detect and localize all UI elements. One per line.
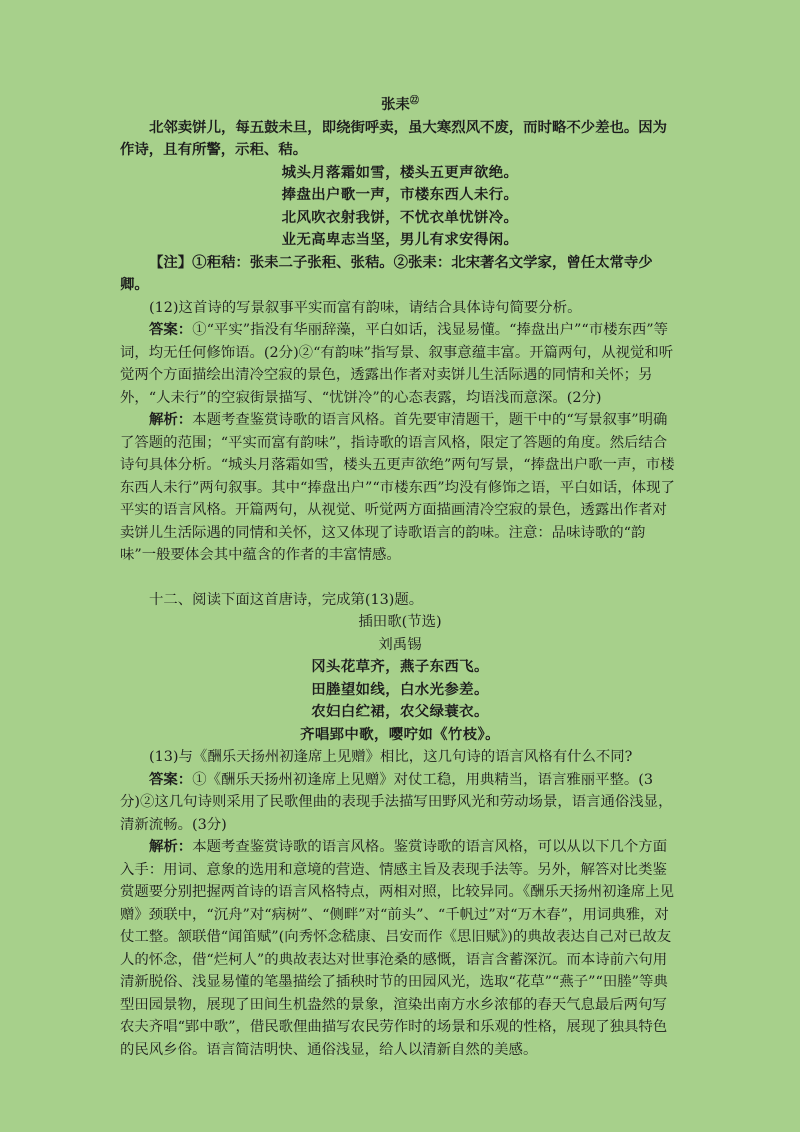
poem-line: 业无高卑志当坚，男儿有求安得闲。 bbox=[281, 231, 519, 248]
analysis-text: 本题考查鉴赏诗歌的语言风格。鉴赏诗歌的语言风格，可以从以下几个方面入手：用词、意象的选用和意境的营造、情感主旨及表现手法等。另外，解答对比类鉴赏题要分别把握两首诗的语言风格特点，两相对照，比较异同。《酬乐天扬州初逢席上见赠》颈联中，“沉舟”对“病树”、“侧畔”对“前头”、“千帆过”对“万木春”，用词典雅，对仗工整。颔联借“闻笛赋”(向秀怀念嵇康、吕安而作《思旧赋》)的典故表达自己对已故友人的怀念，借“烂柯人”的典故表达对世事沧桑的感慨，语言含蓄深沉。而本诗前六句用清新脱俗、浅显易懂的笔墨描绘了插秧时节的田园风光，选取“花草”“燕子”“田塍”等典型田园景物，展现了田间生机盎然的景象，渲染出南方水乡浓郁的春天气息最后两句写农夫齐唱“郢中歌”，借民歌俚曲描写农民劳作时的场景和乐观的性格，展现了独具特色的民风乡俗。语言简洁明快、通俗浅显，给人以清新自然的美感。 bbox=[120, 839, 675, 1058]
answer-text: ①《酬乐天扬州初逢席上见赠》对仗工稳，用典精当，语言雅丽平整。(3分)②这几句诗则采用了民歌俚曲的表现手法描写田野风光和劳动场景，语言通俗浅显，清新流畅。(3分) bbox=[120, 771, 673, 833]
answer-12 bbox=[120, 319, 680, 409]
question-12: (12)这首诗的写景叙事平实而富有韵味，请结合具体诗句简要分析。 bbox=[149, 299, 582, 316]
answer-text: ①“平实”指没有华丽辞藻，平白如话，浅显易懂。“捧盘出户”“市楼东西”等词，均无任何修饰语。(2分)②“有韵味”指写景、叙事意蕴丰富。开篇两句，从视觉和听觉两个方面描绘出清冷空寂的景色，透露出作者对卖饼儿生活际遇的同情和关怀；另外，“人未行”的空寂街景描写、“忧饼冷”的心态表露，均语浅而意深。(2分) bbox=[120, 322, 674, 406]
poem-zhang-lei bbox=[120, 162, 680, 252]
poem-author: 刘禹锡 bbox=[378, 636, 422, 653]
poem-line: 田塍望如线，白水光参差。 bbox=[311, 680, 489, 698]
poem-note: 【注】①秬秸：张耒二子张秬、张秸。②张耒：北宋著名文学家，曾任太常寺少卿。 bbox=[120, 253, 653, 293]
document-body bbox=[120, 94, 680, 1061]
poem-line: 齐唱郢中歌，嘤咛如《竹枝》。 bbox=[300, 725, 500, 743]
poem-title: 插田歌(节选) bbox=[358, 614, 442, 630]
analysis-13 bbox=[120, 836, 680, 1061]
poem-line: 城头月落霜如雪，楼头五更声欲绝。 bbox=[281, 163, 519, 181]
poem-line: 冈头花草齐，燕子东西飞。 bbox=[311, 658, 489, 675]
analysis-label: 解析： bbox=[149, 838, 193, 855]
section-gap bbox=[120, 567, 680, 589]
question-13: (13)与《酬乐天扬州初逢席上见赠》相比，这几句诗的语言风格有什么不同? bbox=[149, 749, 633, 765]
author-name: 张耒 bbox=[381, 96, 410, 113]
poem-line: 北风吹衣射我饼，不忧衣单忧饼冷。 bbox=[281, 208, 519, 226]
analysis-text: 本题考查鉴赏诗歌的语言风格。首先要审清题干，题干中的“写景叙事”明确了答题的范围；“平实而富有韵味”，指诗歌的语言风格，限定了答题的角度。然后结合诗句具体分析。“城头月落霜如雪，楼头五更声欲绝”两句写景，“捧盘出户歌一声，市楼东西人未行”两句叙事。其中“捧盘出户”“市楼东西”均没有修饰之语，平白如话，体现了平实的语言风格。开篇两句，从视觉、听觉两方面描画清冷空寂的景色，透露出作者对卖饼儿生活际遇的同情和关怀，这又体现了诗歌语言的韵味。注意：品味诗歌的“韵味”一般要体会其中蕴含的作者的丰富情感。 bbox=[120, 412, 675, 563]
poem-author bbox=[120, 94, 680, 117]
poem-liu-yuxi bbox=[120, 656, 680, 746]
answer-label: 答案： bbox=[149, 321, 193, 338]
section-heading: 十二、阅读下面这首唐诗，完成第(13)题。 bbox=[149, 591, 424, 608]
footnote-mark: ㉒ bbox=[409, 96, 419, 107]
poem-line: 捧盘出户歌一声，市楼东西人未行。 bbox=[281, 186, 519, 203]
analysis-12 bbox=[120, 409, 680, 567]
poem-line: 农妇白纻裙，农父绿蓑衣。 bbox=[311, 703, 489, 720]
poem-preface: 北邻卖饼儿，每五鼓未旦，即绕街呼卖，虽大寒烈风不废，而时略不少差也。因为作诗，且有所警，示秬、秸。 bbox=[120, 118, 668, 158]
answer-13 bbox=[120, 769, 680, 837]
analysis-label: 解析： bbox=[149, 411, 193, 428]
answer-label: 答案： bbox=[149, 770, 193, 788]
